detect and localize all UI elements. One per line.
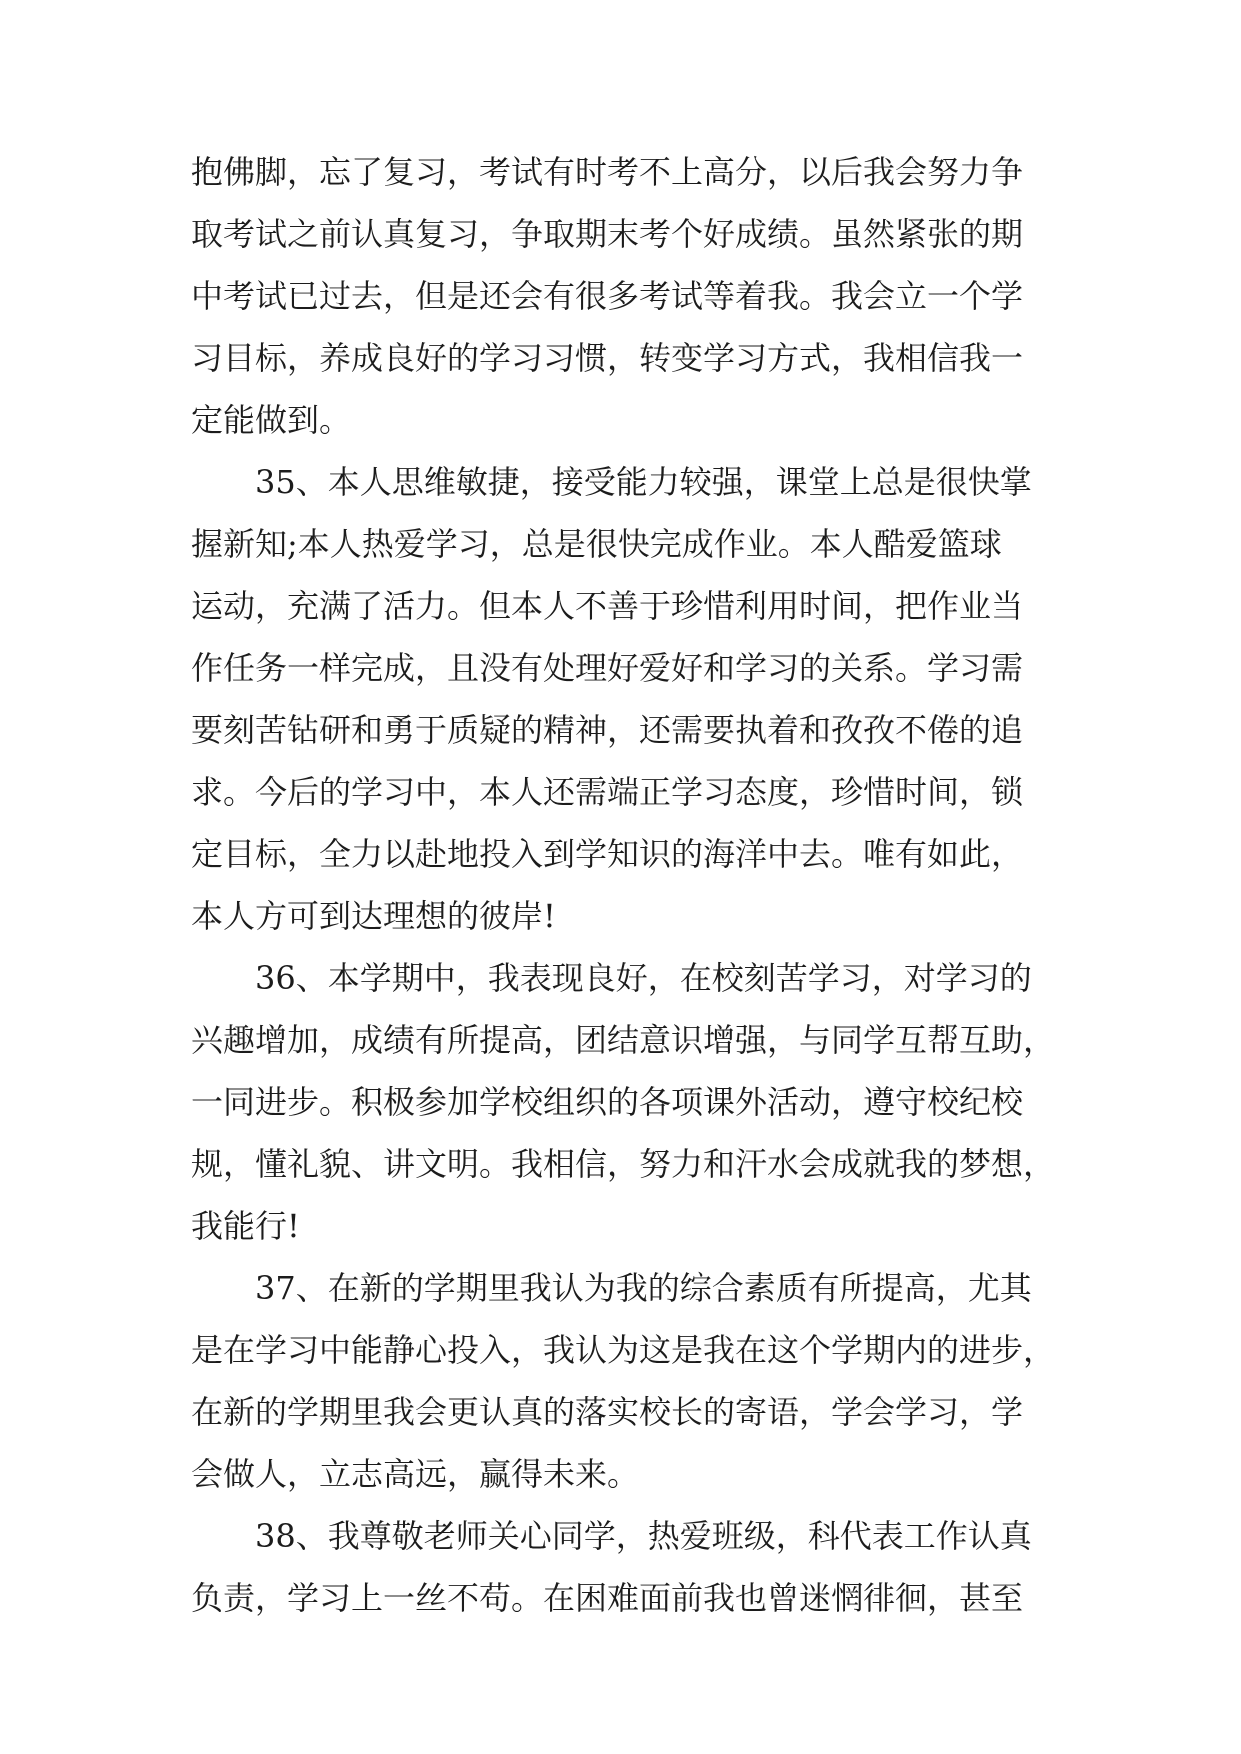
paragraph-36-start: 36、本学期中，我表现良好，在校刻苦学习，对学习的 xyxy=(255,959,1032,997)
text-line: 本人方可到达理想的彼岸! xyxy=(191,897,556,935)
text-line: 会做人，立志高远，赢得未来。 xyxy=(191,1455,640,1493)
text-line: 在新的学期里我会更认真的落实校长的寄语，学会学习，学 xyxy=(191,1393,1024,1431)
text-line: 抱佛脚，忘了复习，考试有时考不上高分，以后我会努力争 xyxy=(191,153,1024,191)
text-line: 习目标，养成良好的学习习惯，转变学习方式，我相信我一 xyxy=(191,339,1024,377)
text-line: 负责，学习上一丝不苟。在困难面前我也曾迷惘徘徊，甚至 xyxy=(191,1579,1024,1617)
paragraph-35-start: 35、本人思维敏捷，接受能力较强，课堂上总是很快掌 xyxy=(255,463,1032,501)
text-line: 中考试已过去，但是还会有很多考试等着我。我会立一个学 xyxy=(191,277,1024,315)
body-text xyxy=(191,141,1056,1629)
paragraph-37-start: 37、在新的学期里我认为我的综合素质有所提高，尤其 xyxy=(255,1269,1032,1307)
text-line: 定目标，全力以赴地投入到学知识的海洋中去。唯有如此， xyxy=(191,835,1024,873)
text-line: 一同进步。积极参加学校组织的各项课外活动，遵守校纪校 xyxy=(191,1083,1024,1121)
text-line: 是在学习中能静心投入，我认为这是我在这个学期内的进步， xyxy=(191,1331,1056,1369)
text-line: 兴趣增加，成绩有所提高，团结意识增强，与同学互帮互助， xyxy=(191,1021,1056,1059)
text-line: 求。今后的学习中，本人还需端正学习态度，珍惜时间，锁 xyxy=(191,773,1024,811)
text-line: 取考试之前认真复习，争取期末考个好成绩。虽然紧张的期 xyxy=(191,215,1024,253)
text-line: 规，懂礼貌、讲文明。我相信，努力和汗水会成就我的梦想， xyxy=(191,1145,1056,1183)
text-line: 要刻苦钻研和勇于质疑的精神，还需要执着和孜孜不倦的追 xyxy=(191,711,1024,749)
text-line: 运动，充满了活力。但本人不善于珍惜利用时间，把作业当 xyxy=(191,587,1024,625)
paragraph-38-start: 38、我尊敬老师关心同学，热爱班级，科代表工作认真 xyxy=(255,1517,1032,1555)
text-line: 作任务一样完成，且没有处理好爱好和学习的关系。学习需 xyxy=(191,649,1024,687)
text-line: 我能行! xyxy=(191,1207,300,1245)
text-line: 握新知;本人热爱学习，总是很快完成作业。本人酷爱篮球 xyxy=(191,525,1002,563)
text-line: 定能做到。 xyxy=(191,401,352,439)
